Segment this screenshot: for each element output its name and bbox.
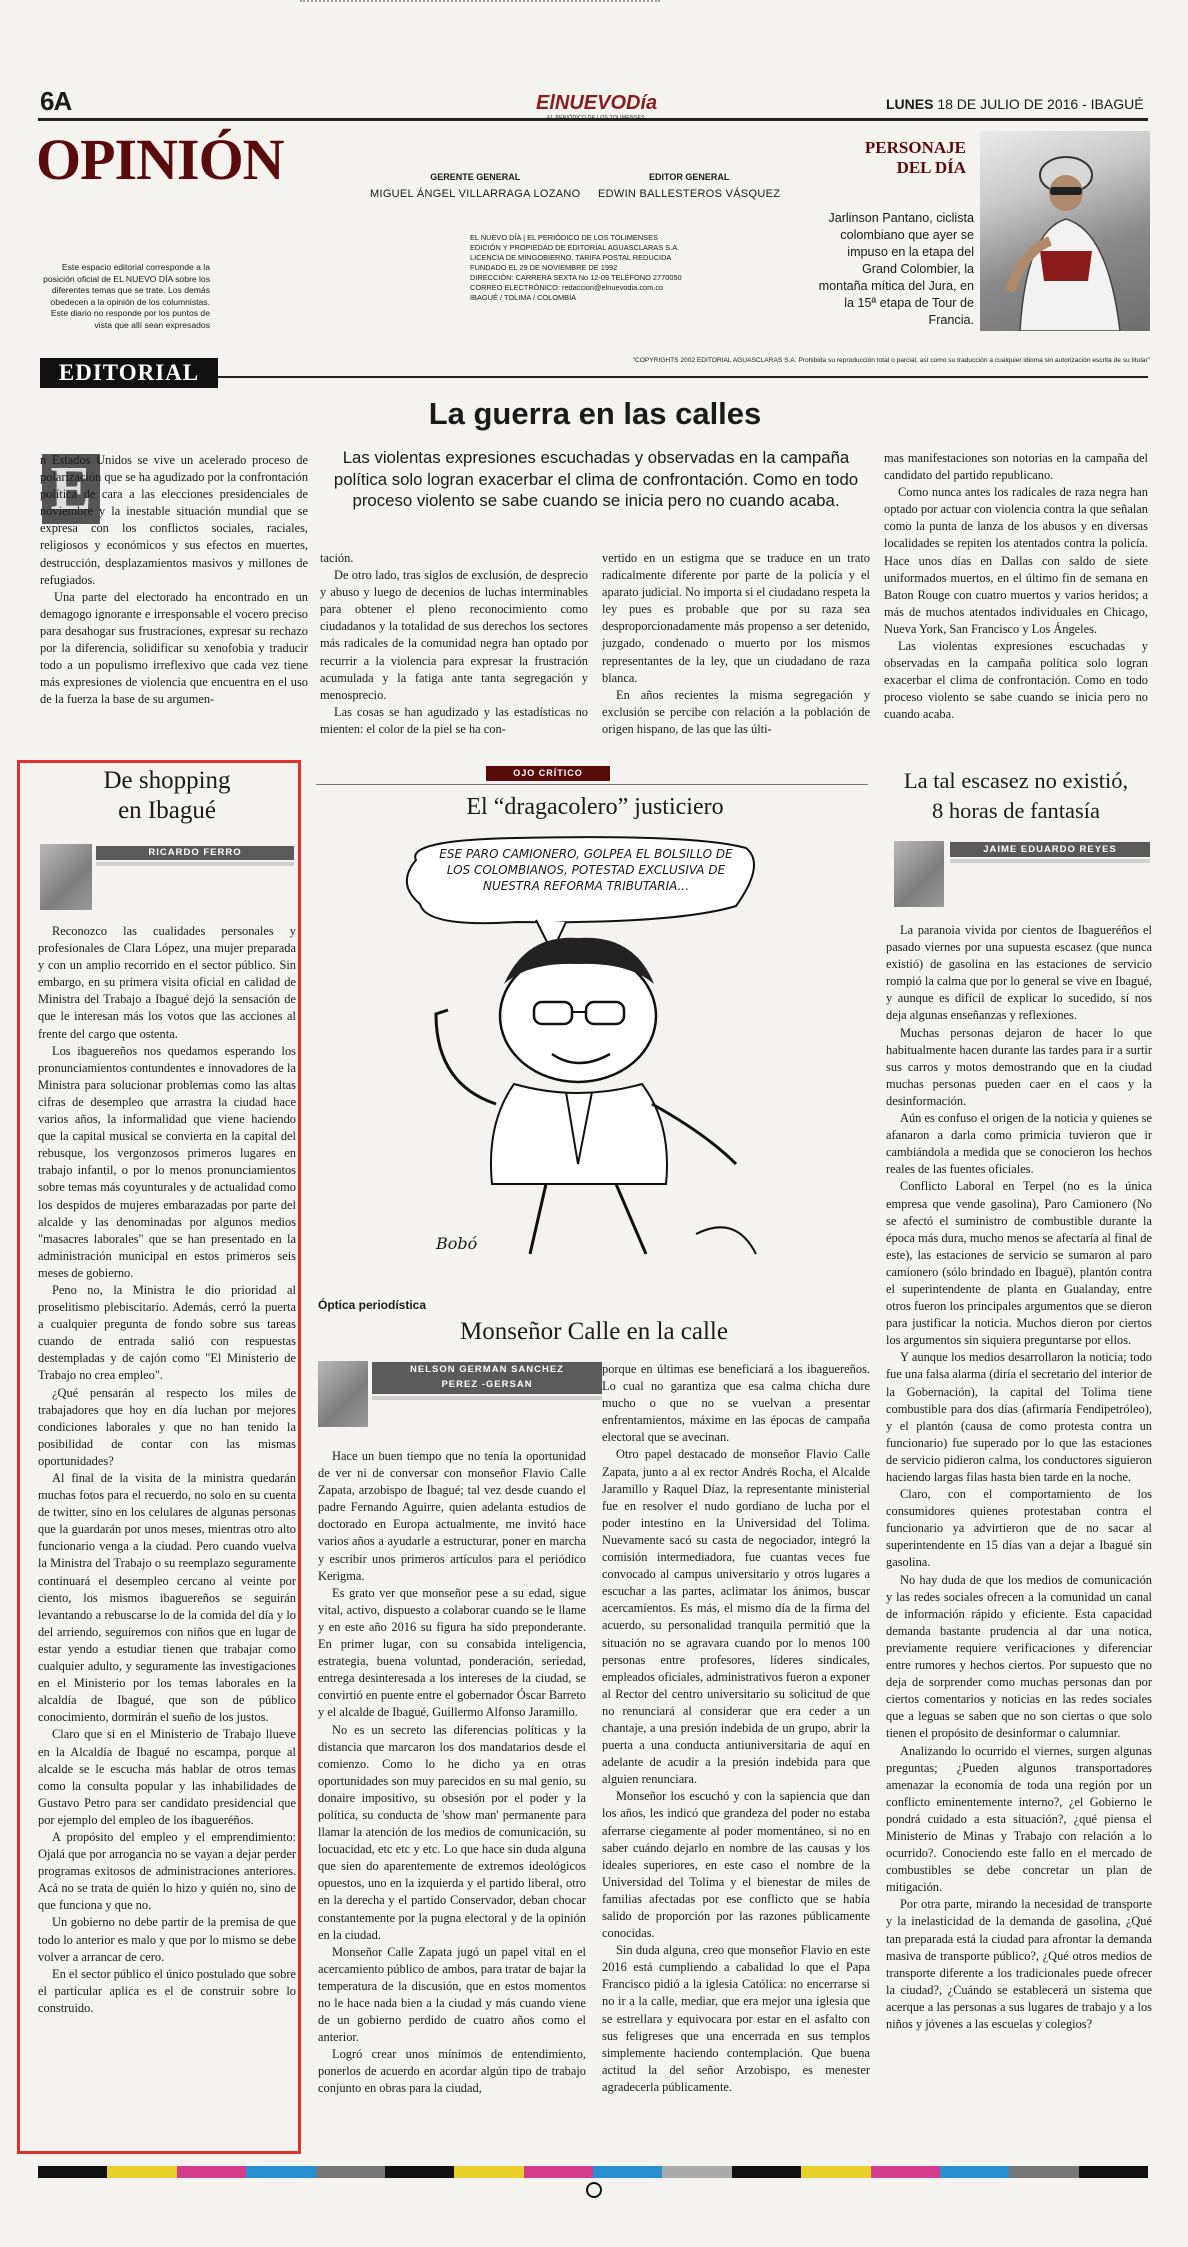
- paragraph: tación.: [320, 551, 354, 565]
- page-number: 6A: [40, 86, 72, 116]
- masthead-line: EDICIÓN Y PROPIEDAD DE EDITORIAL AGUASCLARAS S.A.: [470, 243, 680, 252]
- paragraph: Al final de la visita de la ministra quedarán muchas fotos para el recuerdo, no solo en su cuenta de twitter, sino en los celulares de algunas personas que la guardarán por unos meses, mientras otro alto funcionario venga a la ciudad. Pero cuando vuelva la Ministra del Trabajo o su reemplazo seguramente continuará el desempleo cercano al veinte por ciento, los mismos ibaguereños se seguirán levantando a rebuscarse lo de la comida del día y lo del arriendo, seguiremos con niños que en lugar de estar yendo a estudiar tienen que trabajar como cualquier adulto, y seguramente las investigaciones en el Ministerio por los temas laborales en la alcaldía de Ibagué, que son de público conocimiento, dormirán el sueño de los justos.: [38, 1471, 296, 1725]
- paragraph: Como nunca antes los radicales de raza negra han optado por actuar con violencia contra la que señalan como la punta de lanza de los abusos y en diversas localidades se repiten los atentados contra la policía. Hace unos días en Dallas con saldo de siete uniformados muertos, en el último fin de semana en Baton Rouge con cuatro muertos y varios heridos; a más de muchos atentados individuales en Chicago, Nueva York, San Francisco y Los Ángeles.: [884, 485, 1148, 636]
- paragraph: porque en últimas ese beneficiará a los ibaguereños. Lo cual no garantiza que esa calma chicha dure mucho o que no se vuelvan a presentar enfrentamientos, máxime en las épocas de campaña electoral que se avecinan.: [602, 1362, 870, 1445]
- masthead-line: DIRECCIÓN: CARRERA SEXTA No 12-09 TELÉFONO 2770050: [470, 273, 682, 282]
- paragraph: Muchas personas dejaron de hacer lo que habitualmente hacen durante las tardes para ir a surtir sus carros y motos demostrando que en la ciudad muchas personas pueden caer en el caos y la desinformación.: [886, 1025, 1152, 1108]
- editorial-disclaimer: Este espacio editorial corresponde a la posición oficial de EL NUEVO DÍA sobre los diferentes temas que se trate. Los demás obedecen a la opinión de los columnistas. Este diario no responde por los puntos de vista que allí sean expresados: [43, 262, 210, 330]
- logo: [536, 92, 656, 121]
- paragraph: Es grato ver que monseñor pese a su edad, sigue vital, activo, dispuesto a colaborar cuando se le llame y en este año 2016 su figura ha sido preponderante. En primer lugar, con su consabida inteligencia, estrategia, buena voluntad, ponderación, seriedad, entrega desinteresada a los intereses de la ciudad, se convirtió en puente entre el gobernador Óscar Barreto y el alcalde de Ibagué, Guillermo Alfonso Jaramillo.: [318, 1585, 586, 1720]
- shopping-title-line1: De shopping: [103, 767, 231, 794]
- paragraph: mas manifestaciones son notorias en la campaña del candidato del partido republicano.: [884, 451, 1148, 483]
- cartoon-illustration: [316, 834, 868, 1278]
- cartoon-signature: Bobó: [436, 1234, 478, 1253]
- date-day: LUNES: [886, 96, 934, 112]
- cyclist-figure: [980, 131, 1150, 331]
- author-underline: [96, 862, 294, 866]
- manager-role: GERENTE GENERAL: [430, 172, 521, 182]
- escasez-title-line1: La tal escasez no existió,: [903, 768, 1129, 793]
- paragraph: Claro, con el comportamiento de los consumidores quienes protestaban contra el funcionario ya advirtieron que de no sacar al superintendente en 15 días van a dejar a Ibagué sin gasolina.: [886, 1487, 1152, 1570]
- cartoon-drawing: [316, 834, 868, 1278]
- escasez-title-line2: 8 horas de fantasía: [931, 798, 1101, 823]
- paragraph: No es un secreto las diferencias políticas y la distancia que marcaron los dos mandatarios desde el comienzo. Como lo he dicho ya en otras oportunidades son muy parecidos en su mal genio, su donaire impositivo, su obsesión por el poder y la política, su conducta de 'show man' permanente para llamar la atención de los medios de comunicación, su locuacidad, etc etc y etc. Lo que hace sin duda alguna que sien do aparentemente de extremos ideológicos opuestos, uno en la izquierda y el partido liberal, otro en la derecha y el partido Conservador, deban chocar constantemente por la pugna electoral y de la opinión en la ciudad.: [318, 1722, 586, 1942]
- paragraph: n Estados Unidos se vive un acelerado proceso de polarización que se ha agudizado por la confrontación política de cara a las elecciones presidenciales de noviembre y la inestable situación mundial que se expresa con los conflictos sociales, raciales, religiosos y económicos y sus efectos en muertes, destrucción, desplazamientos masivos y millones de refugiados.: [40, 453, 309, 587]
- editorial-label-text: EDITORIAL: [58, 360, 200, 385]
- editorial-column-4: [884, 450, 1148, 724]
- masthead-line: FUNDADO EL 29 DE NOVIEMBRE DE 1992: [470, 263, 618, 272]
- editorial-lead: Las violentas expresiones escuchadas y observadas en la campaña política solo logran exacerbar el clima de confrontación. Como en todo proceso violento se sabe cuando se inicia pero no cuando acaba.: [333, 448, 859, 510]
- date-line: [886, 96, 1144, 112]
- author-banner-reyes: JAIME EDUARDO REYES: [950, 842, 1150, 857]
- author-photo-sanchez: [318, 1361, 368, 1427]
- author-banner-ferro: RICARDO FERRO: [96, 846, 294, 860]
- copyright-line: "COPYRIGHTS 2002 EDITORIAL AGUASCLARAS S.A. Prohibida su reproducción total o parcial, así como su traducción a cualquier idioma sin autorización escrita de su titular": [632, 357, 1150, 364]
- color-calibration-bar: [38, 2166, 1148, 2178]
- cartoon-title: El “dragacolero” justiciero: [466, 794, 724, 820]
- ojo-critico-label: OJO CRÍTICO: [486, 766, 610, 781]
- top-scan-marks: [300, 0, 660, 6]
- manager-block: [370, 172, 581, 200]
- paragraph: De otro lado, tras siglos de exclusión, de desprecio y abuso y luego de decenios de luchas interminables para obtener el pleno reconocimiento como ciudadanos y la totalidad de sus derechos los sectores más radicales de la comunidad negra han optado por recurrir a la violencia para expresar la frustración acumulada y la fatiga ante tanta segregación y menosprecio.: [320, 568, 588, 702]
- editorial-column-3: [602, 550, 870, 738]
- logo-brand: ElNUEVODía: [536, 92, 658, 114]
- paragraph: ¿Qué pensarán al respecto los miles de trabajadores que hoy en día luchan por mejores condiciones laborales y que no han tenido la posibilidad de contar con las mismas oportunidades?: [38, 1385, 296, 1468]
- paragraph: A propósito del empleo y el emprendimiento: Ojalá que por arrogancia no se vayan a dejar perder programas exitosos de administraciones anteriores. Acá no se trata de quién lo hizo y quién no, sino de que funciona y que no.: [38, 1829, 296, 1913]
- monsenor-column-2: [602, 1361, 870, 2096]
- personaje-text: Jarlinson Pantano, ciclista colombiano que ayer se impuso en la etapa del Grand Colombier, la montaña mítica del Jura, en la 15ª etapa de Tour de Francia.: [818, 211, 974, 327]
- manager-name: MIGUEL ÁNGEL VILLARRAGA LOZANO: [370, 188, 581, 200]
- section-title: OPINIÓN: [36, 127, 284, 192]
- paragraph: Una parte del electorado ha encontrado en un demagogo ignorante e irresponsable el vocero preciso para desahogar sus frustraciones, expresar su rechazo por la diferencia, solidificar su xenofobia y traducir todo a un populismo irreflexivo que cada vez tiene más expresiones de violencia que encuentra en el uso de la fuerza la base de su argumen-: [40, 589, 308, 707]
- paragraph: Un gobierno no debe partir de la premisa de que todo lo anterior es malo y que por lo mismo se debe volver a arrancar de cero.: [38, 1915, 296, 1964]
- personaje-title-line2: DEL DÍA: [896, 158, 966, 177]
- masthead-line: CORREO ELECTRÓNICO: redaccion@elnuevodia.com.co: [470, 283, 664, 292]
- paragraph: Aún es confuso el origen de la noticia y quienes se afanaron a darla como primicia tuvieron que ir cambiándola a medida que se conocieron los hechos reales de las fuentes oficiales.: [886, 1111, 1152, 1177]
- paragraph: Claro que si en el Ministerio de Trabajo llueve en la Alcaldía de Ibagué no escampa, porque al alcalde se le escucha más hablar de otros temas como la consulta popular y las inhabilidades de Gustavo Petro para ser candidato presidencial que por ejemplo del empleo de los ibagueréños.: [38, 1727, 296, 1827]
- author-underline: [950, 859, 1150, 863]
- logo-tagline: EL PERIÓDICO DE LOS TOLIMENSES: [547, 115, 645, 121]
- personaje-photo: [980, 131, 1150, 331]
- paragraph: Y aunque los medios desarrollaron la noticia; todo fue una falsa alarma (diría el secretario del interior de la Gobernación), la capital del Tolima tiene combustible para dos días (afirmaría Fendipetróleo), y el plantón (causa de como protesta contra un funcionario) fue superado por lo que las estaciones de servicio pidieron calma, los conductores siguieron haciendo largas filas hasta bien tarde en la noche.: [886, 1350, 1152, 1484]
- masthead-line: LICENCIA DE MINGOBIERNO. TARIFA POSTAL REDUCIDA: [470, 253, 672, 262]
- shopping-body: [38, 923, 296, 2017]
- shopping-title: [40, 766, 294, 826]
- registration-mark-icon: [586, 2182, 602, 2198]
- editorial-title: La guerra en las calles: [428, 396, 762, 431]
- escasez-title: [880, 766, 1152, 826]
- author-banner-sanchez: [372, 1362, 602, 1394]
- paragraph: Otro papel destacado de monseñor Flavio Calle Zapata, junto a al ex rector Andrés Rocha, el Alcalde Jaramillo y Raquel Díaz, la representante ministerial fue en resolver el nudo gordiano de lucha por el poder intestino en la Universidad del Tolima. Nuevamente sacó su casta de negociador, integró la comisión intermediadora, fue cuantas veces fue convocado al campus universitario y otros lugares a escuchar a las partes, aclimatar los ánimos, buscar acercamientos. Es más, el mismo día de la firma del acuerdo, su personalidad tranquila permitió que la situación no se agravara cuando por lo menos 100 personas entre profesores, líderes sindicales, empleados oficiales, administrativos fueron a exponer al Rector del centro universitario su solicitud de que no renunciará al considerar que era ceder a un chantaje, a una presión indebida de un grupo, abrir la puerta a una conducta antiuniversitaria de aquí en adelante de acudir a la presión indebida para que alguien renunciara.: [602, 1447, 870, 1787]
- author-underline: [372, 1396, 602, 1400]
- paragraph: En el sector público el único postulado que sobre el particular aplica es el de construir sobre lo construido.: [38, 1966, 296, 2015]
- masthead-line: IBAGUÉ / TOLIMA / COLOMBIA: [470, 293, 577, 302]
- personaje-title: [850, 138, 966, 178]
- monsenor-column-1: [318, 1448, 586, 2098]
- date-rest: 18 DE JULIO DE 2016 - IBAGUÉ: [937, 96, 1144, 112]
- author-name-line2: PEREZ -GERSAN: [441, 1379, 533, 1390]
- editorial-rule: [218, 376, 1148, 378]
- monsenor-title: Monseñor Calle en la calle: [460, 1318, 728, 1345]
- optica-kicker: Óptica periodística: [318, 1298, 427, 1312]
- editorial-column-2: [320, 550, 588, 738]
- masthead-info: [470, 233, 710, 303]
- paragraph: Monseñor Calle Zapata jugó un papel vital en el acercamiento público de ambos, para tratar de bajar la temperatura de la discusión, que en estos momentos no le hace nada bien a la ciudad y más cuando viene de un gobierno perdido de cuatro años como el anterior.: [318, 1944, 586, 2045]
- editor-block: [598, 172, 780, 200]
- paragraph: En años recientes la misma segregación y exclusión se percibe con relación a la población de origen hispano, de las que las últi-: [602, 687, 870, 736]
- author-photo-reyes: [894, 841, 944, 907]
- paragraph: Reconozco las cualidades personales y profesionales de Clara López, una mujer preparada y con un amplio recorrido en el sector público. Sin embargo, en su primera visita oficial en calidad de Ministra del Trabajo a Ibagué dejó la sensación de que le interesan más los votos que las acciones al frente del cargo que ostenta.: [38, 924, 296, 1041]
- paragraph: Peno no, la Ministra le dio prioridad al proselitismo plebiscitario. Además, cerró la puerta a cualquier pregunta de fondo sobre sus tareas cuando de entrada salió con respuestas destempladas y de cajón como "El Ministerio de Trabajo no crea empleo".: [38, 1282, 296, 1383]
- shopping-title-line2: en Ibagué: [118, 797, 216, 824]
- paragraph: Los ibaguereños nos quedamos esperando los pronunciamientos contundentes e innovadores de la Ministra para solucionar problemas como las altas cifras de desempleo que arrastra la ciudad hace varios años, la informalidad que viene haciendo que la capital musical se convierta en la capital del rebusque, los vergonzosos primeros lugares en trabajo infantil, o por lo menos pronunciamientos sobre temas más coyunturales y de actualidad como los despidos de mujeres embarazadas por parte del alcalde y las denominadas por algunos medios "masacres laborales" que se han presentado en la administración municipal en estos primeros seis meses de gobierno.: [38, 1043, 296, 1280]
- editorial-dropcap: E: [42, 454, 100, 524]
- paragraph: Monseñor los escuchó y con la sapiencia que dan los años, les indicó que grandeza del poder no estaba aferrarse ciegamente al poder momentáneo, si no en saber cuándo dejarlo en nombre de las causas y los ideales superiores, en este caso el nombre de la Universidad del Tolima y el bienestar de miles de familias afectadas por ese conflicto que se había salido de proporción por las razones públicamente conocidas.: [602, 1789, 870, 1941]
- personaje-title-line1: PERSONAJE: [864, 138, 966, 157]
- paragraph: Hace un buen tiempo que no tenía la oportunidad de ver ni de conversar con monseñor Flavio Calle Zapata, arzobispo de Ibagué; tal vez desde cuando el padre Fernando Aguirre, quien adelanta estudios de doctorado en Europa actualmente, me invitó hace varios años a ayudarle a estructurar, poner en marcha y escribir unos primeros artículos para el periódico Kerigma.: [318, 1449, 586, 1583]
- editor-name: EDWIN BALLESTEROS VÁSQUEZ: [598, 188, 781, 200]
- paragraph: Analizando lo ocurrido el viernes, surgen algunas preguntas; ¿Pueden algunos transportadores amenazar la economía de toda una región por un conflicto eminentemente interno?, ¿el Gobierno le pondrá cuidado a esta situación?, ¿qué piensa el Ministerio de Minas y Trabajo con relación a lo ocurrido?. Conociendo este fallo en el mercado de combustibles se debe concretar un plan de mitigación.: [886, 1743, 1152, 1895]
- ojo-critico-rule: [316, 784, 868, 785]
- editorial-column-1: [40, 452, 308, 708]
- paragraph: La paranoia vivida por cientos de Ibagueréños el pasado viernes por una supuesta escasez (que nunca existió) de gasolina en las estaciones de servicio rompió la calma que por lo general se vive en Ibagué, y aunque es difícil de explicar lo sucedido, sí nos deja algunas enseñanzas y reflexiones.: [886, 923, 1152, 1023]
- editor-role: EDITOR GENERAL: [648, 172, 730, 182]
- editorial-label: [40, 358, 218, 388]
- paragraph: vertido en un estigma que se traduce en un trato radicalmente diferente por parte de la policía y el aparato judicial. No importa si el ciudadano respeta la ley pues es probable que por su raza sea desproporcionadamente más propenso a ser detenido, juzgado, condenado o muerto por los mismos representantes de la ley, que un ciudadano de raza blanca.: [602, 551, 870, 685]
- cartoon-speech-bubble: ESE PARO CAMIONERO, GOLPEA EL BOLSILLO DE LOS COLOMBIANOS, POTESTAD EXCLUSIVA DE NUESTRA REFORMA TRIBUTARIA...: [439, 847, 733, 893]
- paragraph: Conflicto Laboral en Terpel (no es la única empresa que vende gasolina), Paro Camionero (No se afectó el suministro de combustible durante la época más dura, mucho menos se afectaría al final de este), las estaciones de servicio se sumaron al paro camionero (sólo brindado en Ibagué), plantón contra el superintendente de planta en Gualanday, entre otros fueron los principales argumentos que se dieron para justificar la noticia. Muchos dieron por ciertos los argumentos sin siquiera preguntarse por ellos.: [886, 1179, 1152, 1348]
- paragraph: Por otra parte, mirando la necesidad de transporte y la inelasticidad de la demanda de gasolina, ¿Qué tan preparada está la ciudad para afrontar la demanda masiva de transporte público?, ¿Qué otros medios de transporte diferente a los tradicionales puede ofrecer la ciudad?, ¿Cuándo se establecerá un sistema que acerque a las personas a sus lugares de trabajo y a los niños y jóvenes a las escuelas y colegios?: [886, 1897, 1152, 2031]
- paragraph: Sin duda alguna, creo que monseñor Flavio en este 2016 está cumpliendo a cabalidad lo que el Papa Francisco pidió a la iglesia Católica: no encerrarse si no ir a la calle, mediar, que era mejor una iglesia que se estrellara y equivocara por estar en el asfalto con sus feligreses que una encerrada en sus templos simplemente haciendo contemplación. Que buena actitud la del señor Arzobispo, es menester agradecerla públicamente.: [602, 1943, 870, 2094]
- author-photo-ferro: [40, 844, 92, 910]
- author-name-line1: NELSON GERMAN SANCHEZ: [409, 1364, 564, 1375]
- paragraph: Las violentas expresiones escuchadas y observadas en la campaña política solo logran exacerbar el clima de confrontación. Como en todo proceso violento se sabe cuando se inicia pero no cuando acaba.: [884, 639, 1148, 722]
- paragraph: Las cosas se han agudizado y las estadísticas no mienten: el color de la piel se ha con-: [320, 704, 588, 736]
- paragraph: Logró crear unos mínimos de entendimiento, ponerlos de acuerdo en acordar algún tipo de trabajo conjunto en obras para la ciudad,: [318, 2047, 586, 2096]
- masthead-line: EL NUEVO DÍA | EL PERIÓDICO DE LOS TOLIMENSES: [470, 233, 658, 242]
- escasez-body: [886, 922, 1152, 2033]
- paragraph: No hay duda de que los medios de comunicación y las redes sociales ofrecen a la comunidad un canal de información rápido y eficiente. Esta capacidad demanda bastante prudencia al dar una notica, previamente requiere verificaciones y diferenciar entre rumores y hechos ciertos. Por supuesto que no deja de sorprender como muchas personas dan por ciertos comentarios y noticias en las redes sociales que a leguas se saben que no son ciertas o que solo tienen el propósito de desinformar o calumniar.: [886, 1572, 1152, 1741]
